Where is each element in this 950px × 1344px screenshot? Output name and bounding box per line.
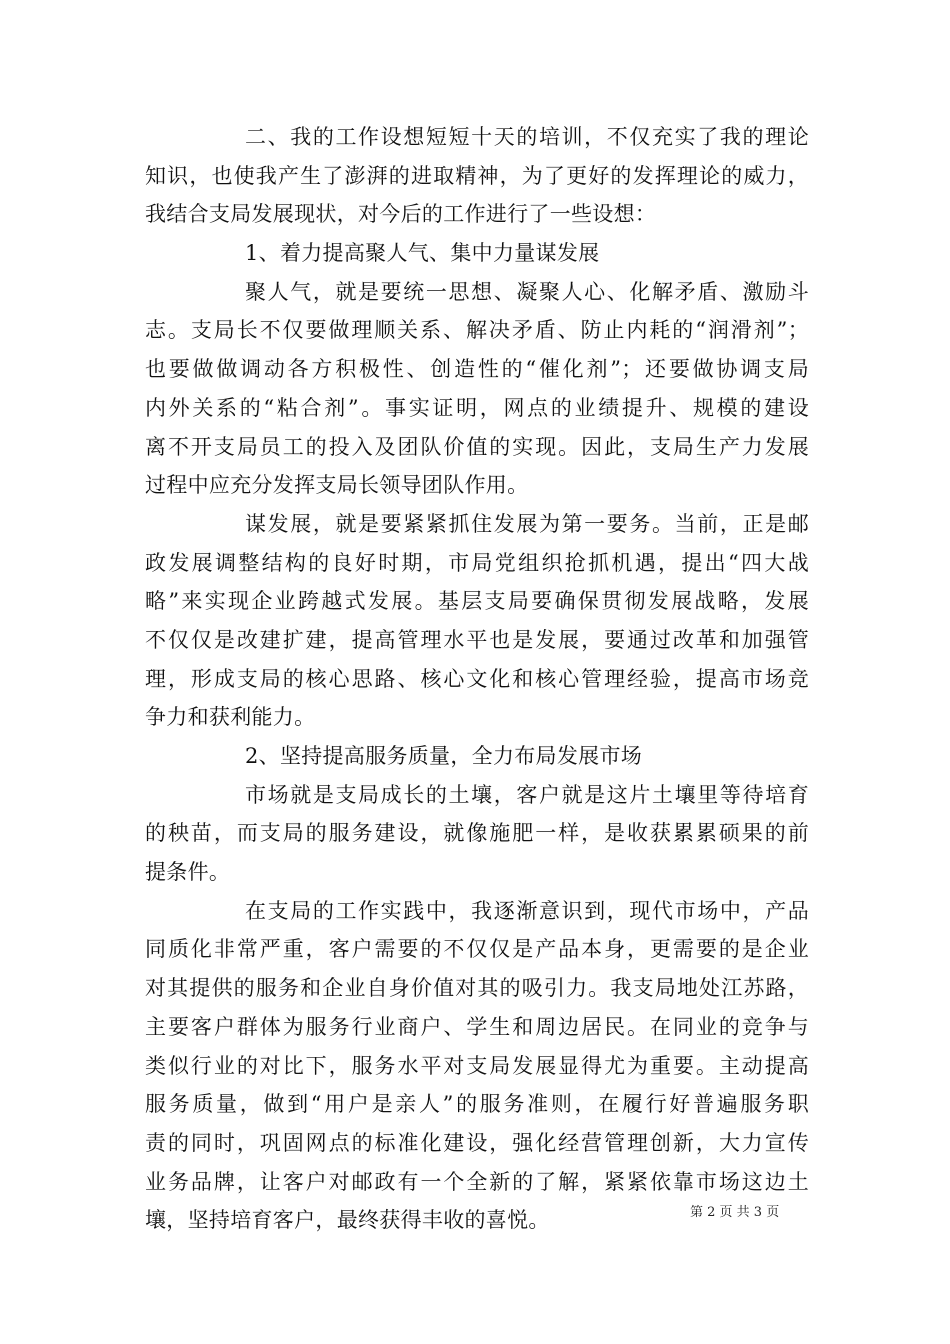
text-line: 二、我的工作设想短短十天的培训，不仅充实了我的理论 xyxy=(245,125,809,149)
page-number-footer xyxy=(690,1204,830,1222)
text-line: 提条件。 xyxy=(145,860,231,885)
text-line: 1、着力提高聚人气、集中力量谋发展 xyxy=(245,241,600,266)
text-line: 业务品牌，让客户对邮政有一个全新的了解，紧紧依靠市场这边土 xyxy=(145,1169,809,1194)
text-line: 内外关系的“粘合剂”。事实证明，网点的业绩提升、规模的建设 xyxy=(145,395,809,420)
text-line: 同质化非常严重，客户需要的不仅仅是产品本身，更需要的是企业 xyxy=(145,937,809,962)
text-line: 壤，坚持培育客户，最终获得丰收的喜悦。 xyxy=(145,1208,550,1233)
text-line: 服务质量，做到“用户是亲人”的服务准则，在履行好普遍服务职 xyxy=(145,1092,809,1117)
text-line: 我结合支局发展现状，对今后的工作进行了一些设想： xyxy=(145,202,657,227)
text-line: 谋发展，就是要紧紧抓住发展为第一要务。当前，正是邮 xyxy=(245,511,809,536)
text-line: 2、坚持提高服务质量，全力布局发展市场 xyxy=(245,744,643,768)
text-line: 过程中应充分发挥支局长领导团队作用。 xyxy=(145,473,529,498)
text-line: 市场就是支局成长的土壤，客户就是这片土壤里等待培育 xyxy=(245,782,809,807)
text-line: 的秧苗，而支局的服务建设，就像施肥一样，是收获累累硕果的前 xyxy=(145,821,809,846)
text-line: 也要做做调动各方积极性、创造性的“催化剂”；还要做协调支局 xyxy=(145,357,809,382)
text-line: 在支局的工作实践中，我逐渐意识到，现代市场中，产品 xyxy=(245,898,809,923)
page-number-label: 第 2 页 共 3 页 xyxy=(690,1205,780,1220)
text-line: 类似行业的对比下，服务水平对支局发展显得尤为重要。主动提高 xyxy=(145,1053,809,1078)
text-line: 主要客户群体为服务行业商户、学生和周边居民。在同业的竞争与 xyxy=(145,1014,809,1039)
text-line: 聚人气，就是要统一思想、凝聚人心、化解矛盾、激励斗 xyxy=(245,279,809,304)
text-line: 争力和获利能力。 xyxy=(145,705,316,730)
text-line: 志。支局长不仅要做理顺关系、解决矛盾、防止内耗的“润滑剂”； xyxy=(145,318,809,343)
text-line: 对其提供的服务和企业自身价值对其的吸引力。我支局地处江苏路， xyxy=(145,976,809,1001)
text-line: 责的同时，巩固网点的标准化建设，强化经营管理创新，大力宣传 xyxy=(145,1130,809,1155)
text-line: 离不开支局员工的投入及团队价值的实现。因此，支局生产力发展 xyxy=(145,434,809,459)
text-line: 知识，也使我产生了澎湃的进取精神，为了更好的发挥理论的威力， xyxy=(145,163,809,188)
text-line: 不仅仅是改建扩建，提高管理水平也是发展，要通过改革和加强管 xyxy=(145,627,809,652)
text-line: 略”来实现企业跨越式发展。基层支局要确保贯彻发展战略，发展 xyxy=(145,589,809,614)
text-line: 政发展调整结构的良好时期，市局党组织抢抓机遇，提出“四大战 xyxy=(145,550,809,575)
text-line: 理，形成支局的核心思路、核心文化和核心管理经验，提高市场竞 xyxy=(145,666,809,691)
document-body xyxy=(145,118,809,1240)
